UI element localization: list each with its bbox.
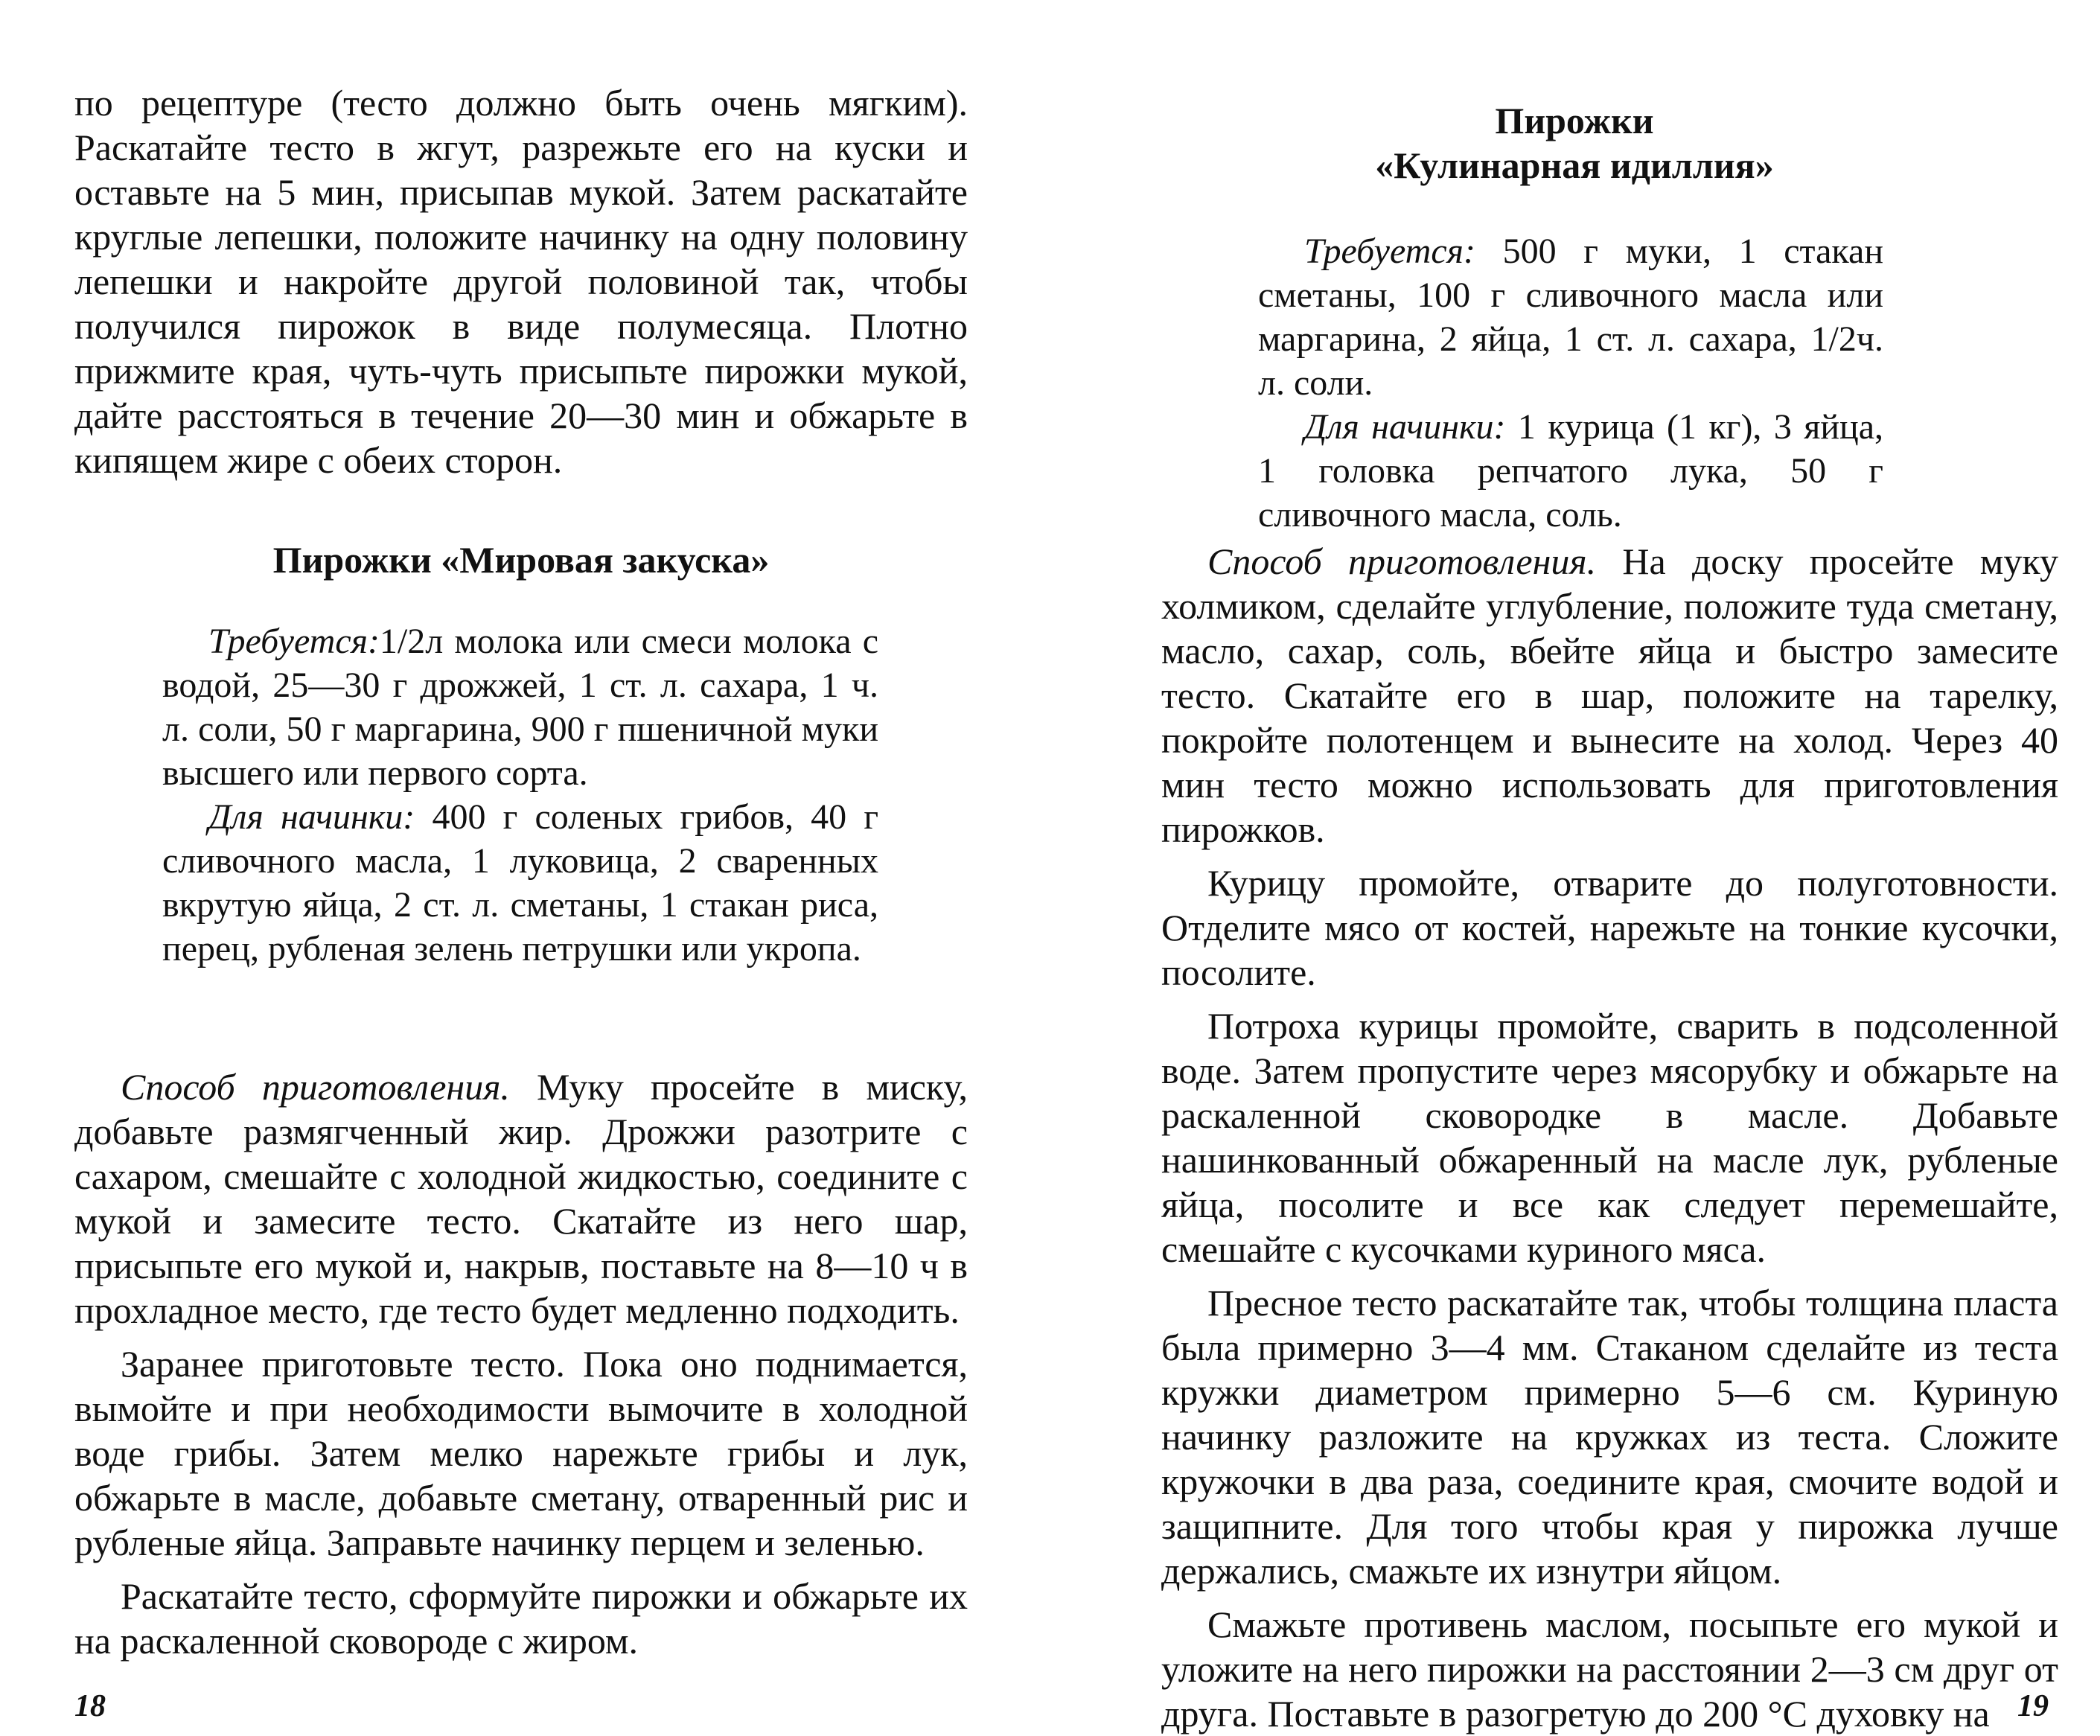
filling-text: 1 курица (1 кг), 3 яйца, 1 головка репчатого лука, 50 г сливочного масла, соль.: [1258, 407, 1883, 534]
method-block: [74, 1065, 968, 1663]
ingredients-block: [1258, 229, 1883, 537]
method-block: [1161, 539, 2058, 1736]
recipe-title: [1227, 98, 1922, 188]
page-number: 19: [2017, 1689, 2049, 1723]
method-text: Муку просейте в миску, добавьте размягченный жир. Дрожжи разотрите с сахаром, смешайте с холодной жидкостью, соедините с мукой и замесите тесто. Скатайте из него шар, присыпьте его мукой и, накрыв, поставьте на 8—10 ч в прохладное место, где тесто будет медленно подходить.: [74, 1066, 968, 1331]
recipe-title-line-1: Пирожки: [1495, 100, 1654, 141]
filling-label: Для начинки:: [1304, 407, 1506, 447]
body-paragraph-4: Пресное тесто раскатайте так, чтобы толщина пласта была примерно 3—4 мм. Стаканом сделайте из теста кружки диаметром примерно 5—6 см. Куриную начинку разложите на кружках из теста. Сложите кружочки в два раза, соедините края, смочите водой и защипните. Для того чтобы края у пирожка лучше держались, смажьте их изнутри яйцом.: [1161, 1282, 2058, 1592]
filling-paragraph: [1258, 405, 1883, 537]
recipe-title-line-2: «Кулинарная идиллия»: [1375, 144, 1774, 186]
filling-text: 400 г соленых грибов, 40 г сливочного масла, 1 луковица, 2 сваренных вкрутую яйца, 2 ст. л. сметаны, 1 стакан риса, перец, рубленая зелень петрушки или укропа.: [162, 797, 879, 968]
method-text: На доску просейте муку холмиком, сделайте углубление, положите туда сметану, масло, сахар, соль, вбейте яйца и быстро замесите тесто. Скатайте его в шар, положите на тарелку, покройте полотенцем и вынесите на холод. Через 40 мин тесто можно использовать для приготовления пирожков.: [1161, 540, 2058, 850]
filling-paragraph: [162, 795, 878, 971]
requires-paragraph: [162, 619, 878, 795]
continuation-block: [74, 80, 968, 482]
body-paragraph-2: Заранее приготовьте тесто. Пока оно поднимается, вымойте и при необходимости вымочите в холодной воде грибы. Затем мелко нарежьте грибы и лук, обжарьте в масле, добавьте сметану, отваренный рис и рубленые яйца. Заправьте начинку перцем и зеленью.: [74, 1343, 968, 1563]
page-number: 18: [74, 1689, 106, 1723]
filling-label: Для начинки:: [208, 797, 415, 837]
recipe-title: Пирожки «Мировая закуска»: [272, 539, 770, 581]
body-paragraph-5: Смажьте противень маслом, посыпьте его мукой и уложите на него пирожки на расстоянии 2—3 см друг от друга. Поставьте в разогретую до 200 °С духовку на: [1161, 1603, 2058, 1735]
continuation-paragraph: по рецептуре (тесто должно быть очень мягким). Раскатайте тесто в жгут, разрежьте его на куски и оставьте на 5 мин, присыпав мукой. Затем раскатайте круглые лепешки, положите начинку на одну половину лепешки и накройте другой половиной так, чтобы получился пирожок в виде полумесяца. Плотно прижмите края, чуть-чуть присыпьте пирожки мукой, дайте расстояться в течение 20—30 мин и обжарьте в кипящем жире с обеих сторон.: [74, 82, 968, 481]
requires-label: Требуется:: [208, 622, 380, 661]
right-page: [1050, 0, 2100, 1735]
requires-label: Требуется:: [1304, 232, 1475, 271]
requires-text: 500 г муки, 1 стакан сметаны, 100 г сливочного масла или маргарина, 2 яйца, 1 ст. л. сахара, 1/2ч. л. соли.: [1258, 232, 1884, 403]
requires-paragraph: [1258, 229, 1883, 405]
requires-text: 1/2л молока или смеси молока с водой, 25—30 г дрожжей, 1 ст. л. сахара, 1 ч. л. соли, 50 г маргарина, 900 г пшеничной муки высшего или первого сорта.: [162, 622, 878, 793]
method-paragraph: [74, 1065, 968, 1333]
method-label: Способ приготовления.: [1207, 540, 1597, 582]
body-paragraph-3: Раскатайте тесто, сформуйте пирожки и обжарьте их на раскаленной сковороде с жиром.: [74, 1575, 968, 1662]
ingredients-block: [162, 619, 878, 971]
method-paragraph: [1161, 539, 2058, 852]
body-paragraph-2: Курицу промойте, отварите до полуготовности. Отделите мясо от костей, нарежьте на тонкие кусочки, посолите.: [1161, 862, 2058, 993]
method-label: Способ приготовления.: [121, 1066, 510, 1108]
body-paragraph-3: Потроха курицы промойте, сварить в подсоленной воде. Затем пропустите через мясорубку и обжарьте на раскаленной сковородке в масле. Добавьте нашинкованный обжаренный на масле лук, рубленые яйца, посолите и все как следует перемешайте, смешайте с кусочками куриного мяса.: [1161, 1005, 2058, 1270]
left-page: [0, 0, 1050, 1731]
